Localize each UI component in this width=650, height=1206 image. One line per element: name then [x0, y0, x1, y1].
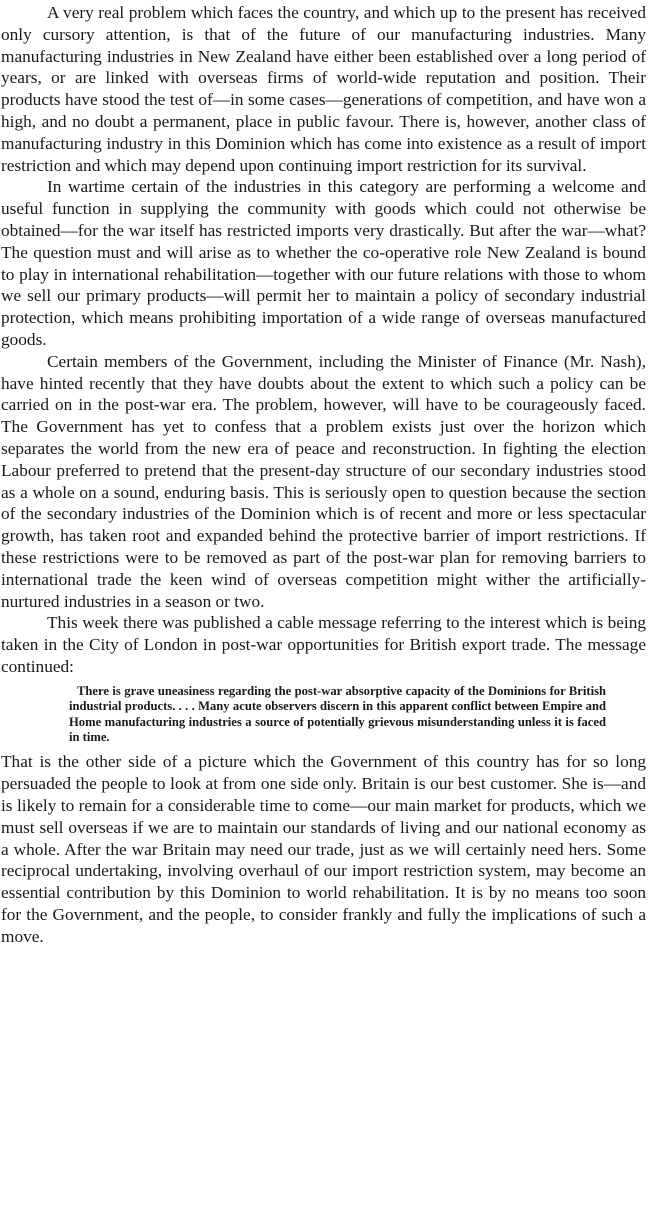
- paragraph-closing: That is the other side of a picture which the Government of this country has for so long persuaded the people to look at from one side only. Britain is our best customer. She is—and is likely to remain for a considerable time to come—our main market for products, which we must sell overseas if we are to maintain our standards of living and our national economy as a whole. After the war Britain may need our trade, just as we will certainly need hers. Some reciprocal undertaking, involving overhaul of our import restriction system, may become an essential contribution by this Dominion to world rehabilitation. It is by no means too soon for the Government, and the people, to consider frankly and fully the implications of such a move.: [1, 752, 646, 946]
- paragraph-government-doubts: Certain members of the Government, including the Minister of Finance (Mr. Nash), have hinted recently that they have doubts about the extent to which such a policy can be carried on in the post-war era. The problem, however, will have to be courageously faced. The Government has yet to confess that a problem exists just over the horizon which separates the world from the new era of peace and reconstruction. In fighting the election Labour preferred to pretend that the present-day structure of our secondary industries stood as a whole on a sound, enduring basis. This is seriously open to question because the section of the secondary industries of the Dominion which is of recent and more or less spectacular growth, has taken root and expanded behind the protective barrier of import restrictions. If these restrictions were to be removed as part of the post-war plan for removing barriers to international trade the keen wind of overseas competition might wither the artificially-nurtured industries in a season or two.: [1, 351, 646, 611]
- paragraph-cable-message: This week there was published a cable message referring to the interest which is being taken in the City of London in post-war opportunities for British export trade. The message continued:: [1, 613, 646, 676]
- paragraph-manufacturing-problem: A very real problem which faces the country, and which up to the present has received only cursory attention, is that of the future of our manufacturing industries. Many manufacturing industries in New Zealand have either been established over a long period of years, or are linked with overseas firms of world-wide reputation and position. Their products have stood the test of—in some cases—generations of competition, and have won a high, and no doubt a permanent, place in public favour. There is, however, another class of manufacturing industry in this Dominion which has come into existence as a result of import restriction and which may depend upon continuing import restriction for its survival.: [1, 3, 646, 175]
- paragraph-wartime-industries: In wartime certain of the industries in this category are performing a welcome and useful function in supplying the community with goods which could not otherwise be obtained—for the war itself has restricted imports very drastically. But after the war—what? The question must and will arise as to whether the co-operative role New Zealand is bound to play in international rehabilitation—together with our future relations with those to whom we sell our primary products—will permit her to maintain a policy of secondary industrial protection, which means prohibiting importation of a wide range of overseas manufactured goods.: [1, 177, 646, 349]
- block-quote: There is grave uneasiness regarding the post-war absorptive capacity of the Dominions for British industrial products. . . . Many acute observers discern in this apparent conflict between Empire and Home manufacturing industries a source of potentially grievous misunderstanding unless it is faced in time.: [69, 683, 606, 744]
